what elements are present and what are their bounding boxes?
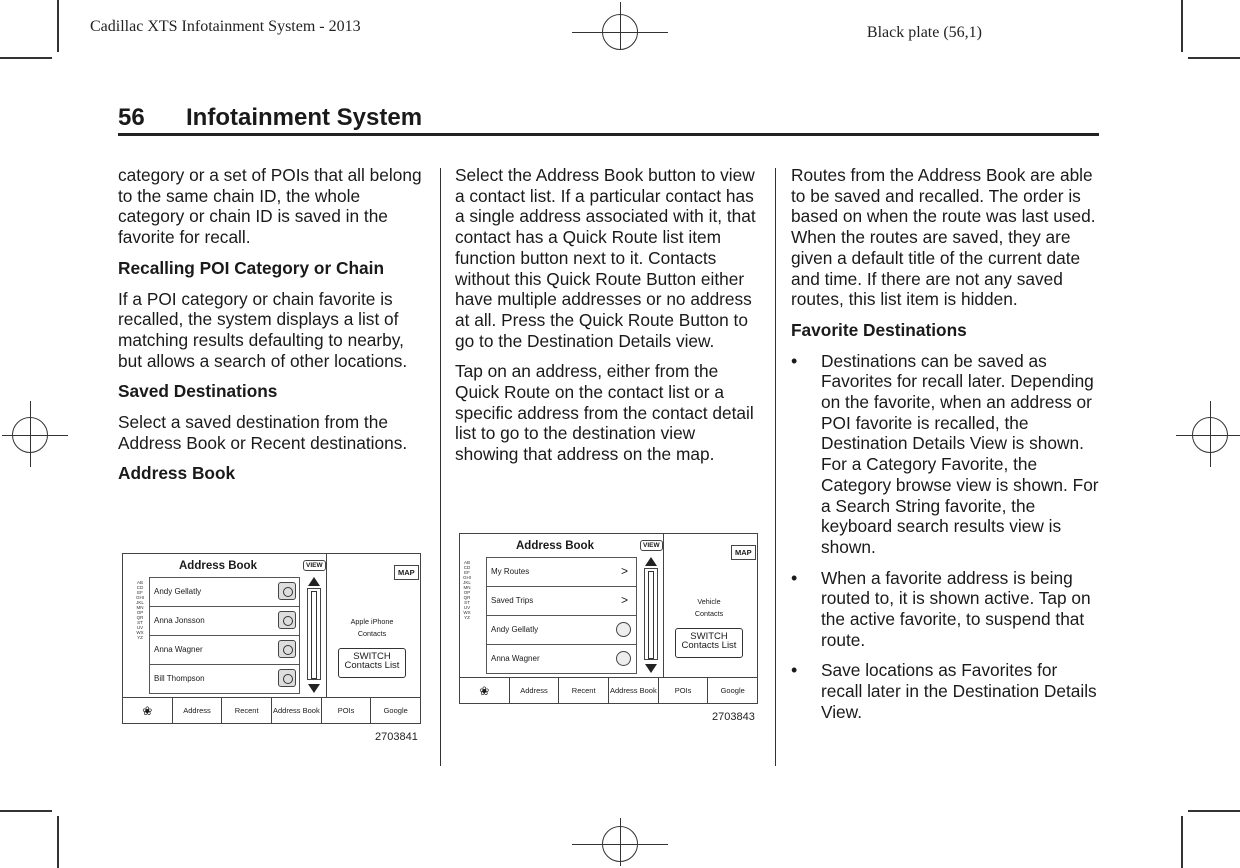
running-header-plate: Black plate (56,1) — [866, 24, 982, 41]
chevron-right-icon: > — [620, 564, 628, 578]
registration-mark — [30, 401, 31, 467]
column-separator — [440, 168, 441, 766]
switch-contacts-button[interactable] — [338, 648, 406, 678]
tab-recent[interactable]: Recent — [558, 678, 608, 703]
scroll-thumb[interactable] — [648, 571, 654, 659]
contact-name: Bill Thompson — [154, 674, 205, 683]
crop-mark — [1181, 0, 1183, 52]
crop-mark — [57, 0, 59, 52]
paragraph: Tap on an address, either from the Quick Route on the contact list or a specific address from the contact detail list to go to the destination view showing that address on the map. — [455, 361, 754, 465]
scrollbar[interactable] — [307, 588, 321, 680]
column-1 — [118, 165, 426, 494]
crop-mark — [57, 816, 59, 868]
list-item[interactable] — [149, 635, 300, 665]
screen-title: Address Book — [179, 560, 257, 572]
route-name: Saved Trips — [491, 596, 534, 605]
switch-label: SWITCH — [690, 631, 728, 642]
bottom-tab-bar — [123, 697, 420, 723]
tab-recent[interactable]: Recent — [221, 698, 271, 723]
heading-rule — [118, 133, 1099, 136]
source-name: Apple iPhone — [350, 617, 394, 626]
tab-address[interactable]: Address — [509, 678, 559, 703]
page-number: 56 — [118, 104, 145, 131]
tab-address-book[interactable]: Address Book — [271, 698, 321, 723]
subheading: Favorite Destinations — [791, 319, 967, 340]
paragraph: category or a set of POIs that all belong to the same chain ID, the whole category or chain ID is saved in the favorite for recall. — [118, 165, 422, 248]
source-type: Contacts — [357, 629, 387, 638]
list-item: • When a favorite address is being routed to, it is shown active. Tap on the active favorite, to suspend that route. — [791, 568, 1101, 651]
contact-name: Anna Wagner — [154, 645, 203, 654]
crop-mark — [1181, 816, 1183, 868]
subheading: Address Book — [118, 463, 236, 484]
tab-google[interactable]: Google — [707, 678, 757, 703]
contact-name: Andy Gellatly — [154, 587, 202, 596]
contact-name: Anna Jonsson — [154, 616, 205, 625]
paragraph: Routes from the Address Book are able to be saved and recalled. The order is based on when the route was last used. When the routes are saved, they are given a default title of the current date and time. If there are not any saved routes, this list item is hidden. — [791, 165, 1096, 310]
column-2 — [455, 165, 763, 475]
switch-contacts-button[interactable] — [675, 628, 743, 658]
screen-title: Address Book — [516, 540, 594, 552]
divider — [663, 534, 664, 678]
tab-pois[interactable]: POIs — [321, 698, 371, 723]
column-separator — [775, 168, 776, 766]
list-item: • Destinations can be saved as Favorites for recall later. Depending on the favorite, when an address or POI favorite is recalled, the Destination Details View is shown. For a Category Favorite, the Category browse view is shown. For a Search String favorite, the keyboard search results view is shown. — [791, 351, 1101, 558]
registration-mark — [1176, 435, 1240, 436]
route-name: My Routes — [491, 567, 530, 576]
view-button[interactable]: VIEW — [640, 540, 663, 551]
list-item[interactable] — [486, 644, 637, 674]
paragraph: If a POI category or chain favorite is recalled, the system displays a list of matching results defaulting to nearby, but allows a search of other locations. — [118, 288, 408, 371]
scroll-down-icon[interactable] — [645, 664, 657, 673]
registration-mark — [620, 2, 621, 50]
list-item[interactable] — [149, 606, 300, 636]
bullet-list — [791, 351, 1101, 723]
scrollbar[interactable] — [644, 568, 658, 660]
paragraph: Select a saved destination from the Address Book or Recent destinations. — [118, 412, 408, 453]
list-item: • Save locations as Favorites for recall later in the Destination Details View. — [791, 660, 1101, 722]
tab-home-icon[interactable]: ❀ — [142, 703, 153, 718]
list-item[interactable] — [149, 664, 300, 694]
source-label — [333, 617, 411, 638]
bottom-tab-bar — [460, 677, 757, 703]
tab-pois[interactable]: POIs — [658, 678, 708, 703]
list-item[interactable] — [149, 577, 300, 607]
tab-address[interactable]: Address — [172, 698, 222, 723]
contact-name: Anna Wagner — [491, 654, 540, 663]
list-item[interactable] — [486, 586, 637, 616]
map-button[interactable]: MAP — [394, 565, 419, 580]
quick-route-icon[interactable] — [616, 651, 631, 666]
switch-label: SWITCH — [353, 651, 391, 662]
scroll-thumb[interactable] — [311, 591, 317, 679]
crop-mark — [1188, 810, 1240, 812]
source-label — [670, 597, 748, 618]
subheading: Recalling POI Category or Chain — [118, 257, 384, 278]
address-book-screen-figure — [122, 553, 421, 724]
tab-home-icon[interactable]: ❀ — [479, 683, 490, 698]
switch-sublabel: Contacts List — [681, 640, 737, 651]
quick-route-icon[interactable] — [616, 622, 631, 637]
list-item[interactable] — [486, 615, 637, 645]
section-title: Infotainment System — [186, 104, 423, 131]
quick-route-icon[interactable] — [278, 669, 296, 687]
registration-mark — [1210, 401, 1211, 467]
list-item[interactable] — [486, 557, 637, 587]
section-heading — [118, 104, 422, 132]
tab-address-book[interactable]: Address Book — [608, 678, 658, 703]
source-name: Vehicle — [697, 597, 721, 606]
quick-route-icon[interactable] — [278, 640, 296, 658]
registration-mark — [620, 818, 621, 866]
contact-name: Andy Gellatly — [491, 625, 539, 634]
registration-mark — [2, 435, 68, 436]
quick-route-icon[interactable] — [278, 582, 296, 600]
address-book-routes-screen-figure — [459, 533, 758, 704]
quick-route-icon[interactable] — [278, 611, 296, 629]
figure-caption: 2703843 — [712, 711, 755, 723]
view-button[interactable]: VIEW — [303, 560, 326, 571]
running-header-title: Cadillac XTS Infotainment System - 2013 — [90, 18, 361, 35]
scroll-up-icon[interactable] — [308, 577, 320, 586]
map-button[interactable]: MAP — [731, 545, 756, 560]
scroll-up-icon[interactable] — [645, 557, 657, 566]
figure-caption: 2703841 — [375, 731, 418, 743]
column-3 — [791, 165, 1101, 733]
source-type: Contacts — [694, 609, 724, 618]
crop-mark — [0, 57, 52, 59]
tab-google[interactable]: Google — [370, 698, 420, 723]
crop-mark — [1188, 57, 1240, 59]
crop-mark — [0, 810, 52, 812]
alphabet-index[interactable]: ABCDEFGHIJKLMNOPQRSTUVWXYZ — [463, 560, 472, 620]
switch-sublabel: Contacts List — [344, 660, 400, 671]
alphabet-index[interactable]: ABCDEFGHIJKLMNOPQRSTUVWXYZ — [136, 580, 145, 640]
divider — [326, 554, 327, 698]
subheading: Saved Destinations — [118, 381, 278, 402]
scroll-down-icon[interactable] — [308, 684, 320, 693]
chevron-right-icon: > — [620, 593, 628, 607]
paragraph: Select the Address Book button to view a contact list. If a particular contact has a single address associated with it, that contact has a Quick Route list item function button next to it. Contacts without this Quick Route Button either have multiple addresses or no address at all. Press the Quick Route Button to go to the Destination Details view. — [455, 165, 756, 351]
